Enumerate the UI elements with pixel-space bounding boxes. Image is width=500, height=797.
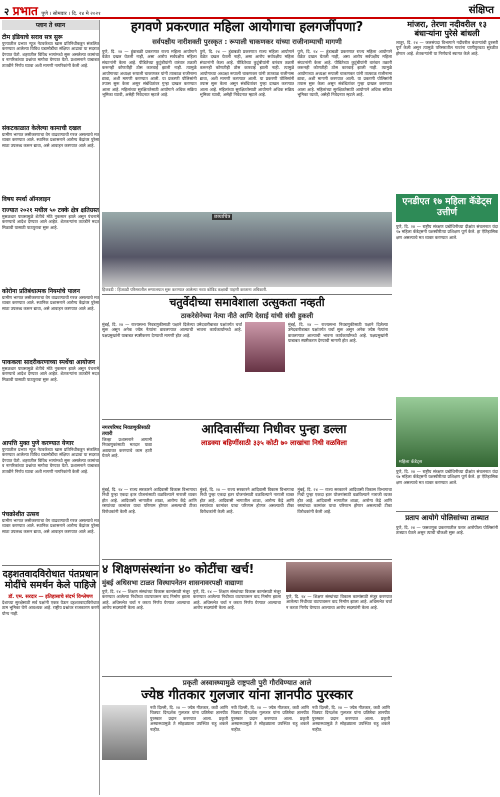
right-headline-2: एनडीएत १७ महिला कॅडेट्स उत्तीर्ण [402, 197, 492, 218]
right-headline-1: मांजरा, तेरणा नदीवरील १३ बंधाऱ्यांना पुरेसे बांधली [407, 20, 487, 38]
photo-caption: हिंजवडी : हिंजवडी परिसरातील रुग्णालयात सुरू करण्यात आलेल्या नव्या कोविड कक्षाची पाहणी करताना अधिकारी. [102, 287, 268, 292]
left-lead-headline: दहशतवादविरोधात पंतप्रधान मोदींचे समर्थन केले पाहिजे [2, 569, 99, 591]
left-story-headline: राज्यात २०२१ मधील ५० टक्के क्षेत्र क्षतिग्रस्त [2, 207, 99, 214]
headline-2: चतुर्वेदीच्या समावेशाला उत्सुकता नव्हती [169, 296, 325, 309]
side-note-body: जिल्हा प्रशासनाने आगामी निवडणुकांसाठी मतदार याद्या अद्ययावत करण्याचे काम हाती घेतले आहे. [102, 437, 152, 459]
story-6-body: नवी दिल्ली, दि. २४ — ज्येष्ठ गीतकार, कवी आणि चित्रपट दिग्दर्शक गुलजार यांना प्रतिष्ठेचा ज्ञानपीठ पुरस्कार प्रदान करण्यात आला. प्रकृती अस्वास्थ्यामुळे ते सोहळ्याला उपस्थित राहू शकले नाहीत. [312, 705, 390, 732]
left-lead-body: देशाच्या सुरक्षेसाठी सर्व पक्षांनी एकत्र येऊन दहशतवादाविरोधात ठाम भूमिका घेणे आवश्यक आहे. राष्ट्रीय प्रश्नांवर राजकारण करणे योग्य नाही. [2, 600, 99, 616]
story-2-body: मुंबई, दि. २४ — राज्यसभा निवडणुकीसाठी पक्षाने दिलेल्या उमेदवारीबाबत पक्षांतर्गत चर्चा सुरू असून अनेक ज्येष्ठ नेत्यांना डावलण्यात आल्याची भावना कार्यकर्त्यांमध्ये आहे. पक्षप्रमुखांनी याबाबत स्पष्टीकरण देण्याची मागणी होत आहे. [102, 322, 242, 338]
gulzar-photo [102, 705, 147, 760]
left-story-body: मुसळधार पावसामुळे शेतीचे मोठे नुकसान झाले असून पंचनामे करण्याचे आदेश देण्यात आले आहेत. शेतकऱ्यांना तातडीने मदत मिळावी यासाठी पाठपुरावा सुरू आहे. [2, 214, 99, 230]
byline: डॉ. एम. सरदार — इतिहासाचे संदर्भ विश्लेषण [8, 594, 93, 600]
subheadline-2: ठाकरेसेनेच्या नेत्या नीते आणि देसाई यांची संधी हुकली [180, 312, 314, 320]
left-story-body: पुण्यातील प्रभात न्यूज नेटवर्कच्या खास प्रतिनिधीकडून संकलित करण्यात आलेल्या विविध घडामोडींचा संक्षिप्त आढावा या सदरात देण्यात येतो. शहरातील विविध भागांमध्ये सुरू असलेल्या कामांचा व नागरिकांच्या प्रश्नांचा मागोवा घेण्यात येतो. प्रशासनाने याबाबत तातडीने निर्णय घ्यावा अशी मागणी नागरिकांनी केली आहे. [2, 41, 99, 68]
lead-story-body: पुणे, दि. २४ — हुंडाबळी प्रकरणात राज्य महिला आयोगाने वेळेत दखल घेतली नाही, असा आरोप सर्वपक्षीय महिला संघटनांनी केला आहे. पीडितेच्या कुटुंबीयांनी वारंवार तक्रारी करूनही कोणतीही ठोस कारवाई झाली नाही. त्यामुळे आयोगाच्या अध्यक्षा रूपाली चाकणकर यांनी तात्काळ राजीनामा द्यावा, अशी मागणी करण्यात आली. या प्रकरणी पोलिसांनी तपास सुरू केला असून संबंधितांवर गुन्हा दाखल करण्यात आला आहे. महिलांच्या सुरक्षिततेसाठी आयोगाने अधिक सक्रिय भूमिका घ्यावी, असेही निवेदनात म्हटले आहे. [199, 49, 295, 98]
headline-3: आदिवासींच्या निधीवर पुन्हा डल्ला [201, 422, 347, 436]
hospital-photo [102, 212, 392, 287]
story-3-body: मुंबई, दि. २४ — राज्य सरकारने आदिवासी विकास विभागाचा निधी पुन्हा एकदा इतर योजनांसाठी वळविल्याने नाराजी व्यक्त होत आहे. आदिवासी भागातील शाळा, आरोग्य केंद्रे आणि रस्त्यांच्या कामांवर याचा परिणाम होणार असल्याची टीका विरोधकांनी केली आहे. [297, 487, 393, 514]
left-story-body: ग्रामीण भागात लसीकरणाचा वेग वाढवण्याची गरज असल्याचे मत व्यक्त करण्यात आले. स्थानिक प्रशासनाने आरोग्य केंद्रांवर पुरेसा साठा उपलब्ध करून द्यावा, असे आवाहन करण्यात आले आहे. [2, 518, 99, 534]
right-story-1-body: लातूर, दि. २४ — जलसंपदा विभागाने नदीवरील बंधाऱ्यांची दुरुस्ती पूर्ण केली असून त्यामुळे परिसरातील गावांना पाणीपुरवठा सुरळीत होणार आहे. शेतकऱ्यांनी या निर्णयाचे स्वागत केले आहे. [396, 40, 498, 56]
masthead [0, 0, 500, 19]
left-story-headline: विषय स्पर्धा ऑनलाइन [2, 196, 51, 203]
page-number: २ [4, 7, 10, 18]
right-story-4-body: पुणे, दि. २४ — फसवणूक प्रकरणातील फरार आरोपीला पोलिसांनी ताब्यात घेतले असून त्याची चौकशी सुरू आहे. [396, 525, 498, 536]
story-6-body: नवी दिल्ली, दि. २४ — ज्येष्ठ गीतकार, कवी आणि चित्रपट दिग्दर्शक गुलजार यांना प्रतिष्ठेचा ज्ञानपीठ पुरस्कार प्रदान करण्यात आला. प्रकृती अस्वास्थ्यामुळे ते सोहळ्याला उपस्थित राहू शकले नाहीत. [150, 705, 228, 732]
subheadline-4: मुंबई अधिसभा टाळत विस्थापनेतन शासनावरपक्षी वाद्याणा [102, 579, 243, 587]
left-story-headline: आपत्ति मुक्त पुणे करण्यात येणार [2, 440, 74, 447]
ndt-banner [396, 194, 498, 222]
left-story-headline: टीम इंडियाचे सराव सत्र सुरू [2, 34, 63, 41]
newspaper-logo: प्रभात [12, 4, 38, 18]
portrait-photo [245, 322, 285, 372]
left-story-headline: पाककला सादरीकरणाच्या स्पर्धेचा आयोजन [2, 359, 95, 366]
left-story-body: मुसळधार पावसामुळे शेतीचे मोठे नुकसान झाले असून पंचनामे करण्याचे आदेश देण्यात आले आहेत. शेतकऱ्यांना तातडीने मदत मिळावी यासाठी पाठपुरावा सुरू आहे. [2, 366, 99, 382]
section-name: संक्षिप्त [468, 5, 494, 16]
left-story-headline: पंचक्रोशीत उत्सव [2, 511, 39, 518]
right-column [396, 20, 498, 605]
lead-story-body: पुणे, दि. २४ — हुंडाबळी प्रकरणात राज्य महिला आयोगाने वेळेत दखल घेतली नाही, असा आरोप सर्वपक्षीय महिला संघटनांनी केला आहे. पीडितेच्या कुटुंबीयांनी वारंवार तक्रारी करूनही कोणतीही ठोस कारवाई झाली नाही. त्यामुळे आयोगाच्या अध्यक्षा रूपाली चाकणकर यांनी तात्काळ राजीनामा द्यावा, अशी मागणी करण्यात आली. या प्रकरणी पोलिसांनी तपास सुरू केला असून संबंधितांवर गुन्हा दाखल करण्यात आला आहे. महिलांच्या सुरक्षिततेसाठी आयोगाने अधिक सक्रिय भूमिका घ्यावी, असेही निवेदनात म्हटले आहे. [102, 49, 197, 98]
story-4-body: पुणे, दि. २४ — शिक्षण संस्थांच्या विकास कामांसाठी मंजूर करण्यात आलेल्या निधीच्या वाटपावरून वाद निर्माण झाला आहे. अधिसभेत चर्चा न करता निर्णय घेण्यात आल्याचा आरोप सदस्यांनी केला आहे. [102, 589, 190, 611]
left-story-body: ग्रामीण भागात लसीकरणाचा वेग वाढवण्याची गरज असल्याचे मत व्यक्त करण्यात आले. स्थानिक प्रशासनाने आरोग्य केंद्रांवर पुरेसा साठा उपलब्ध करून द्यावा, असे आवाहन करण्यात आले आहे. [2, 295, 99, 311]
lead-headline: हगवणे प्रकरणात महिला आयोगाचा हलगर्जीपणा? [130, 20, 364, 35]
story-6-body: नवी दिल्ली, दि. २४ — ज्येष्ठ गीतकार, कवी आणि चित्रपट दिग्दर्शक गुलजार यांना प्रतिष्ठेचा ज्ञानपीठ पुरस्कार प्रदान करण्यात आला. प्रकृती अस्वास्थ्यामुळे ते सोहळ्याला उपस्थित राहू शकले नाहीत. [231, 705, 309, 732]
side-note-headline: नगरपरिषद निवडणुकीसाठी तयारी [102, 425, 151, 437]
main-area [102, 20, 392, 785]
story-3-body: मुंबई, दि. २४ — राज्य सरकारने आदिवासी विकास विभागाचा निधी पुन्हा एकदा इतर योजनांसाठी वळविल्याने नाराजी व्यक्त होत आहे. आदिवासी भागातील शाळा, आरोग्य केंद्रे आणि रस्त्यांच्या कामांवर याचा परिणाम होणार असल्याची टीका विरोधकांनी केली आहे. [102, 487, 197, 514]
subheadline-3: लाडक्या बहिणींसाठी ३३५ कोटी ७० लाखांचा निधी वळविला [201, 439, 347, 447]
left-box-title: प्लान ते ध्यान [2, 20, 99, 30]
issue-date: पुणे । सोमवार । दि. २४ मे २०२१ [41, 11, 101, 17]
lead-story-body: पुणे, दि. २४ — हुंडाबळी प्रकरणात राज्य महिला आयोगाने वेळेत दखल घेतली नाही, असा आरोप सर्वपक्षीय महिला संघटनांनी केला आहे. पीडितेच्या कुटुंबीयांनी वारंवार तक्रारी करूनही कोणतीही ठोस कारवाई झाली नाही. त्यामुळे आयोगाच्या अध्यक्षा रूपाली चाकणकर यांनी तात्काळ राजीनामा द्यावा, अशी मागणी करण्यात आली. या प्रकरणी पोलिसांनी तपास सुरू केला असून संबंधितांवर गुन्हा दाखल करण्यात आला आहे. महिलांच्या सुरक्षिततेसाठी आयोगाने अधिक सक्रिय भूमिका घ्यावी, असेही निवेदनात म्हटले आहे. [297, 49, 393, 98]
left-story-headline: कोरोना प्रतिबंधात्मक नियमांचे पालन [2, 288, 80, 295]
right-story-2-body: पुणे, दि. २४ — राष्ट्रीय संरक्षण प्रबोधिनीच्या दीक्षांत संचलनात यंदा १७ महिला कॅडेट्सनी यशस्वीरीत्या प्रशिक्षण पूर्ण केले. हा ऐतिहासिक क्षण असल्याचे मत व्यक्त करण्यात आले. [396, 224, 498, 240]
headline-5: प्रकृती अस्वास्थ्यामुळे राष्ट्रपती पुरी गौरविण्यात आले [182, 679, 312, 687]
masthead-left [4, 2, 101, 19]
portrait-photo [286, 562, 392, 592]
right-story-2-body: पुणे, दि. २४ — राष्ट्रीय संरक्षण प्रबोधिनीच्या दीक्षांत संचलनात यंदा १७ महिला कॅडेट्सनी यशस्वीरीत्या प्रशिक्षण पूर्ण केले. हा ऐतिहासिक क्षण असल्याचे मत व्यक्त करण्यात आले. [396, 469, 498, 485]
headline-6: ज्येष्ठ गीतकार गुलजार यांना ज्ञानपीठ पुरस्कार [141, 688, 353, 703]
lead-subheadline: सर्वपक्षीय नारीशक्ती पुरस्कृत : रूपाली चाकणकर यांच्या राजीनाम्याची मागणी [152, 38, 342, 46]
left-story-body: पुण्यातील प्रभात न्यूज नेटवर्कच्या खास प्रतिनिधीकडून संकलित करण्यात आलेल्या विविध घडामोडींचा संक्षिप्त आढावा या सदरात देण्यात येतो. शहरातील विविध भागांमध्ये सुरू असलेल्या कामांचा व नागरिकांच्या प्रश्नांचा मागोवा घेण्यात येतो. प्रशासनाने याबाबत तातडीने निर्णय घ्यावा अशी मागणी नागरिकांनी केली आहे. [2, 447, 99, 474]
left-story-body: ग्रामीण भागात लसीकरणाचा वेग वाढवण्याची गरज असल्याचे मत व्यक्त करण्यात आले. स्थानिक प्रशासनाने आरोग्य केंद्रांवर पुरेसा साठा उपलब्ध करून द्यावा, असे आवाहन करण्यात आले आहे. [2, 132, 99, 148]
photo-label: महिला कॅडेट्स [399, 460, 423, 465]
side-note [102, 422, 152, 485]
left-column [2, 20, 100, 795]
right-headline-4: प्रताप आयोगे पोलिसांच्या ताब्यात [405, 514, 489, 522]
story-3-body: मुंबई, दि. २४ — राज्य सरकारने आदिवासी विकास विभागाचा निधी पुन्हा एकदा इतर योजनांसाठी वळविल्याने नाराजी व्यक्त होत आहे. आदिवासी भागातील शाळा, आरोग्य केंद्रे आणि रस्त्यांच्या कामांवर याचा परिणाम होणार असल्याची टीका विरोधकांनी केली आहे. [199, 487, 295, 514]
cadets-photo [396, 397, 498, 467]
photo-label: छायाचित्र [214, 214, 231, 220]
story-4-side: पुणे, दि. २४ — शिक्षण संस्थांच्या विकास कामांसाठी मंजूर करण्यात आलेल्या निधीच्या वाटपावरून वाद निर्माण झाला आहे. अधिसभेत चर्चा न करता निर्णय घेण्यात आल्याचा आरोप सदस्यांनी केला आहे. [286, 594, 392, 610]
left-story-headline: संकटकाळात केलेल्या कामाची दखल [2, 125, 81, 132]
story-4-body: पुणे, दि. २४ — शिक्षण संस्थांच्या विकास कामांसाठी मंजूर करण्यात आलेल्या निधीच्या वाटपावरून वाद निर्माण झाला आहे. अधिसभेत चर्चा न करता निर्णय घेण्यात आल्याचा आरोप सदस्यांनी केला आहे. [193, 589, 281, 611]
headline-4: ४ शिक्षणसंस्थांना ४० कोटींचा खर्च! [102, 562, 255, 576]
story-2-body: मुंबई, दि. २४ — राज्यसभा निवडणुकीसाठी पक्षाने दिलेल्या उमेदवारीबाबत पक्षांतर्गत चर्चा सुरू असून अनेक ज्येष्ठ नेत्यांना डावलण्यात आल्याची भावना कार्यकर्त्यांमध्ये आहे. पक्षप्रमुखांनी याबाबत स्पष्टीकरण देण्याची मागणी होत आहे. [288, 322, 388, 344]
